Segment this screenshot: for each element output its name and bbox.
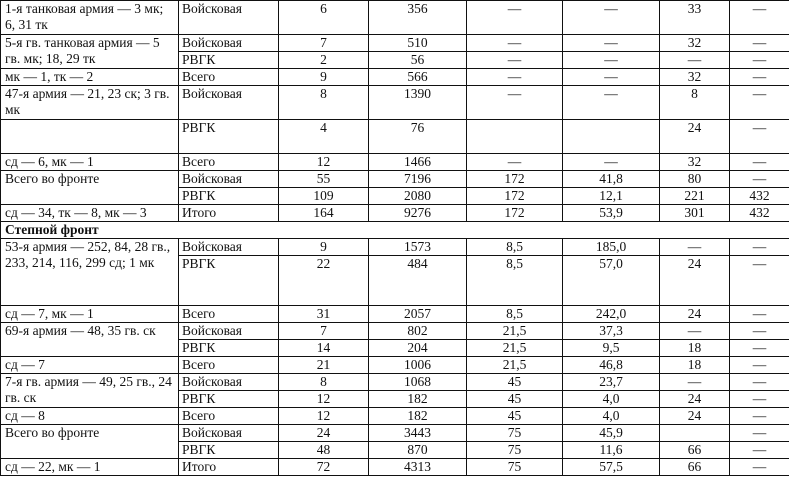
value-cell-c6: —: [730, 256, 789, 306]
table-row: [1, 239, 789, 256]
artillery-type-cell: Войсковая: [179, 425, 279, 442]
value-cell-c1: 12: [279, 408, 369, 425]
artillery-type-cell: Войсковая: [179, 171, 279, 188]
value-cell-c1: 72: [279, 459, 369, 476]
artillery-type-cell: Итого: [179, 205, 279, 222]
value-cell-c5: 66: [660, 442, 730, 459]
value-cell-c6: —: [730, 86, 789, 120]
value-cell-c4: 45,9: [563, 425, 660, 442]
artillery-type-cell: РВГК: [179, 188, 279, 205]
value-cell-c3: —: [467, 1, 563, 35]
value-cell-c6: —: [730, 408, 789, 425]
value-cell-c6: —: [730, 391, 789, 408]
value-cell-c1: 7: [279, 323, 369, 340]
value-cell-c2: 1006: [369, 357, 467, 374]
value-cell-c1: 2: [279, 52, 369, 69]
value-cell-c1: 21: [279, 357, 369, 374]
value-cell-c5: 24: [660, 120, 730, 154]
value-cell-c2: 7196: [369, 171, 467, 188]
table-row: [1, 323, 789, 340]
value-cell-c2: 4313: [369, 459, 467, 476]
value-cell-c3: 45: [467, 374, 563, 391]
unit-name-cell: сд — 7: [1, 357, 179, 374]
value-cell-c5: 32: [660, 35, 730, 52]
value-cell-c2: 2080: [369, 188, 467, 205]
value-cell-c2: 2057: [369, 306, 467, 323]
artillery-type-cell: РВГК: [179, 442, 279, 459]
artillery-type-cell: РВГК: [179, 340, 279, 357]
value-cell-c2: 1068: [369, 374, 467, 391]
value-cell-c6: —: [730, 239, 789, 256]
value-cell-c5: —: [660, 374, 730, 391]
value-cell-c6: —: [730, 323, 789, 340]
value-cell-c3: 75: [467, 442, 563, 459]
value-cell-c2: 870: [369, 442, 467, 459]
artillery-type-cell: Войсковая: [179, 35, 279, 52]
unit-name-cell: [1, 120, 179, 154]
value-cell-c5: 66: [660, 459, 730, 476]
value-cell-c1: 12: [279, 154, 369, 171]
unit-name-cell: сд — 6, мк — 1: [1, 154, 179, 171]
value-cell-c5: 301: [660, 205, 730, 222]
value-cell-c3: 8,5: [467, 239, 563, 256]
value-cell-c6: —: [730, 171, 789, 188]
value-cell-c4: —: [563, 154, 660, 171]
table-row: [1, 35, 789, 52]
value-cell-c1: 164: [279, 205, 369, 222]
value-cell-c1: 6: [279, 1, 369, 35]
value-cell-c1: 9: [279, 69, 369, 86]
value-cell-c2: 182: [369, 391, 467, 408]
value-cell-c3: 172: [467, 171, 563, 188]
value-cell-c5: 8: [660, 86, 730, 120]
value-cell-c3: 75: [467, 459, 563, 476]
value-cell-c2: 1390: [369, 86, 467, 120]
table-row: [1, 374, 789, 391]
value-cell-c1: 55: [279, 171, 369, 188]
value-cell-c5: 24: [660, 306, 730, 323]
value-cell-c3: 8,5: [467, 306, 563, 323]
value-cell-c3: 172: [467, 205, 563, 222]
value-cell-c6: —: [730, 442, 789, 459]
table-row: [1, 171, 789, 188]
value-cell-c2: 356: [369, 1, 467, 35]
value-cell-c2: 182: [369, 408, 467, 425]
artillery-type-cell: Войсковая: [179, 1, 279, 35]
value-cell-c5: 221: [660, 188, 730, 205]
artillery-type-cell: РВГК: [179, 120, 279, 154]
artillery-type-cell: Всего: [179, 154, 279, 171]
table-row: [1, 1, 789, 35]
value-cell-c2: 56: [369, 52, 467, 69]
value-cell-c5: [660, 425, 730, 442]
artillery-type-cell: Всего: [179, 306, 279, 323]
value-cell-c1: 8: [279, 86, 369, 120]
artillery-type-cell: Всего: [179, 408, 279, 425]
unit-name-cell: сд — 34, тк — 8, мк — 3: [1, 205, 179, 222]
unit-name-cell: сд — 8: [1, 408, 179, 425]
value-cell-c3: —: [467, 69, 563, 86]
value-cell-c3: —: [467, 35, 563, 52]
table-row: [1, 154, 789, 171]
value-cell-c5: 32: [660, 154, 730, 171]
value-cell-c1: 4: [279, 120, 369, 154]
value-cell-c4: 4,0: [563, 391, 660, 408]
value-cell-c6: —: [730, 154, 789, 171]
value-cell-c4: —: [563, 69, 660, 86]
value-cell-c3: 172: [467, 188, 563, 205]
value-cell-c6: —: [730, 425, 789, 442]
value-cell-c4: —: [563, 52, 660, 69]
value-cell-c6: —: [730, 340, 789, 357]
value-cell-c4: 242,0: [563, 306, 660, 323]
unit-name-cell: 7-я гв. армия — 49, 25 гв., 24 гв. ск: [1, 374, 179, 408]
value-cell-c4: 11,6: [563, 442, 660, 459]
artillery-type-cell: РВГК: [179, 256, 279, 306]
value-cell-c3: 45: [467, 408, 563, 425]
value-cell-c1: 9: [279, 239, 369, 256]
value-cell-c2: 76: [369, 120, 467, 154]
artillery-type-cell: РВГК: [179, 391, 279, 408]
value-cell-c4: —: [563, 1, 660, 35]
value-cell-c4: —: [563, 86, 660, 120]
value-cell-c6: —: [730, 306, 789, 323]
value-cell-c5: —: [660, 239, 730, 256]
value-cell-c2: 1466: [369, 154, 467, 171]
table-body: [1, 1, 789, 476]
value-cell-c4: 37,3: [563, 323, 660, 340]
value-cell-c6: —: [730, 357, 789, 374]
table-row: [1, 357, 789, 374]
table-row: [1, 306, 789, 323]
value-cell-c1: 8: [279, 374, 369, 391]
value-cell-c4: 46,8: [563, 357, 660, 374]
value-cell-c4: —: [563, 35, 660, 52]
value-cell-c2: 1573: [369, 239, 467, 256]
unit-name-cell: мк — 1, тк — 2: [1, 69, 179, 86]
value-cell-c3: 21,5: [467, 340, 563, 357]
section-title: Степной фронт: [1, 222, 789, 239]
value-cell-c4: 41,8: [563, 171, 660, 188]
value-cell-c1: 14: [279, 340, 369, 357]
value-cell-c3: 21,5: [467, 323, 563, 340]
value-cell-c5: —: [660, 323, 730, 340]
value-cell-c5: 18: [660, 357, 730, 374]
table-row: [1, 205, 789, 222]
value-cell-c3: —: [467, 86, 563, 120]
unit-name-cell: сд — 7, мк — 1: [1, 306, 179, 323]
value-cell-c1: 31: [279, 306, 369, 323]
value-cell-c4: 57,5: [563, 459, 660, 476]
value-cell-c4: 23,7: [563, 374, 660, 391]
table-row: [1, 120, 789, 154]
value-cell-c4: 53,9: [563, 205, 660, 222]
artillery-type-cell: Войсковая: [179, 374, 279, 391]
value-cell-c3: 21,5: [467, 357, 563, 374]
value-cell-c3: 45: [467, 391, 563, 408]
value-cell-c1: 12: [279, 391, 369, 408]
artillery-type-cell: РВГК: [179, 52, 279, 69]
artillery-type-cell: Всего: [179, 69, 279, 86]
unit-name-cell: Всего во фронте: [1, 171, 179, 205]
value-cell-c2: 3443: [369, 425, 467, 442]
value-cell-c4: 57,0: [563, 256, 660, 306]
value-cell-c4: 185,0: [563, 239, 660, 256]
value-cell-c2: 204: [369, 340, 467, 357]
table-row: [1, 459, 789, 476]
value-cell-c1: 109: [279, 188, 369, 205]
value-cell-c6: —: [730, 374, 789, 391]
value-cell-c6: 432: [730, 205, 789, 222]
unit-name-cell: Всего во фронте: [1, 425, 179, 459]
value-cell-c6: —: [730, 120, 789, 154]
table-row: [1, 69, 789, 86]
value-cell-c6: —: [730, 459, 789, 476]
value-cell-c5: 24: [660, 256, 730, 306]
section-header-row: [1, 222, 789, 239]
value-cell-c4: 9,5: [563, 340, 660, 357]
value-cell-c1: 7: [279, 35, 369, 52]
unit-name-cell: 47-я армия — 21, 23 ск; 3 гв. мк: [1, 86, 179, 120]
value-cell-c1: 48: [279, 442, 369, 459]
unit-name-cell: сд — 22, мк — 1: [1, 459, 179, 476]
value-cell-c5: 80: [660, 171, 730, 188]
value-cell-c2: 9276: [369, 205, 467, 222]
value-cell-c6: 432: [730, 188, 789, 205]
unit-name-cell: 53-я армия — 252, 84, 28 гв., 233, 214, 116, 299 сд; 1 мк: [1, 239, 179, 306]
value-cell-c1: 24: [279, 425, 369, 442]
artillery-type-cell: Войсковая: [179, 239, 279, 256]
artillery-type-cell: Итого: [179, 459, 279, 476]
value-cell-c5: 18: [660, 340, 730, 357]
value-cell-c3: 75: [467, 425, 563, 442]
value-cell-c6: —: [730, 69, 789, 86]
value-cell-c4: [563, 120, 660, 154]
value-cell-c4: 12,1: [563, 188, 660, 205]
value-cell-c5: 24: [660, 391, 730, 408]
table-row: [1, 425, 789, 442]
value-cell-c6: —: [730, 35, 789, 52]
value-cell-c6: —: [730, 1, 789, 35]
value-cell-c3: 8,5: [467, 256, 563, 306]
artillery-type-cell: Войсковая: [179, 323, 279, 340]
table-row: [1, 408, 789, 425]
value-cell-c3: —: [467, 154, 563, 171]
unit-name-cell: 5-я гв. танковая армия — 5 гв. мк; 18, 29 тк: [1, 35, 179, 69]
value-cell-c2: 566: [369, 69, 467, 86]
value-cell-c5: 24: [660, 408, 730, 425]
table-row: [1, 86, 789, 120]
artillery-type-cell: Всего: [179, 357, 279, 374]
value-cell-c6: —: [730, 52, 789, 69]
value-cell-c2: 802: [369, 323, 467, 340]
artillery-type-cell: Войсковая: [179, 86, 279, 120]
value-cell-c5: 33: [660, 1, 730, 35]
unit-name-cell: 69-я армия — 48, 35 гв. ск: [1, 323, 179, 357]
unit-name-cell: 1-я танковая армия — 3 мк; 6, 31 тк: [1, 1, 179, 35]
value-cell-c4: 4,0: [563, 408, 660, 425]
value-cell-c3: [467, 120, 563, 154]
value-cell-c1: 22: [279, 256, 369, 306]
value-cell-c3: —: [467, 52, 563, 69]
value-cell-c2: 510: [369, 35, 467, 52]
value-cell-c5: —: [660, 52, 730, 69]
value-cell-c5: 32: [660, 69, 730, 86]
value-cell-c2: 484: [369, 256, 467, 306]
